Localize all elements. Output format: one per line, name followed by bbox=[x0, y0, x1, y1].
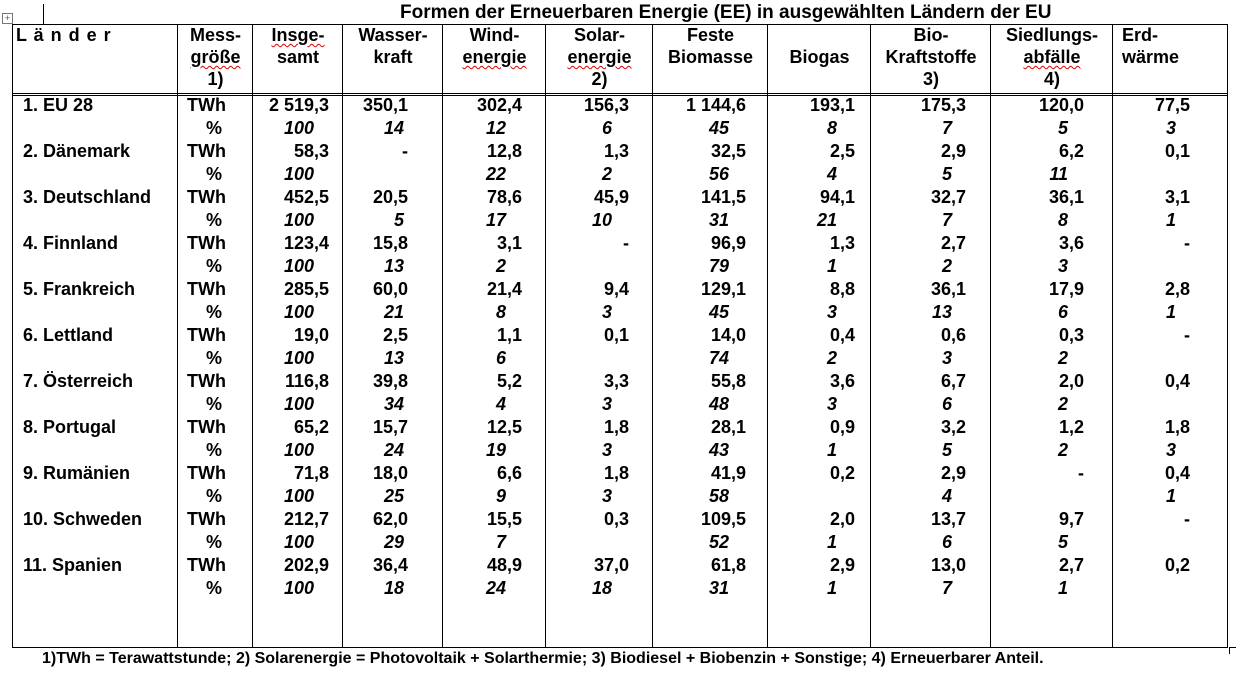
cell-pct-siedlungsabfaelle: 1 bbox=[1057, 578, 1068, 598]
cell-twh-biogas: 0,9 bbox=[829, 417, 855, 437]
cell-pct-siedlungsabfaelle: 2 bbox=[1057, 348, 1068, 368]
cell-pct-feste-biomasse: 43 bbox=[708, 440, 729, 460]
cell-pct-windenergie: 19 bbox=[485, 440, 506, 460]
cell-pct-biogas: 4 bbox=[826, 164, 837, 184]
cell-pct-biogas: 3 bbox=[826, 302, 837, 322]
cell-twh-feste-biomasse: 1 144,6 bbox=[685, 95, 746, 115]
cell-twh-insgesamt: 123,4 bbox=[283, 233, 329, 253]
cell-pct-windenergie: 7 bbox=[495, 532, 506, 552]
cell-twh-insgesamt: 71,8 bbox=[293, 463, 329, 483]
header-feste-biomasse: Feste Biomasse bbox=[667, 25, 754, 67]
cell-pct-windenergie: 8 bbox=[495, 302, 506, 322]
row-unit-twh: TWh bbox=[187, 187, 226, 207]
cell-pct-siedlungsabfaelle: 2 bbox=[1057, 394, 1068, 414]
cell-twh-wasserkraft: 15,7 bbox=[372, 417, 408, 437]
header-laender: L ä n d e r bbox=[16, 25, 112, 45]
cell-twh-biokraftstoffe: 13,0 bbox=[930, 555, 966, 575]
row-unit-pct: % bbox=[206, 302, 223, 322]
text-cursor bbox=[43, 4, 44, 25]
cell-pct-insgesamt: 100 bbox=[283, 394, 314, 414]
cell-pct-insgesamt: 100 bbox=[283, 256, 314, 276]
cell-twh-feste-biomasse: 141,5 bbox=[700, 187, 746, 207]
cell-pct-insgesamt: 100 bbox=[283, 440, 314, 460]
cell-pct-wasserkraft: 13 bbox=[383, 348, 404, 368]
cell-pct-windenergie: 6 bbox=[495, 348, 506, 368]
row-unit-twh: TWh bbox=[187, 279, 226, 299]
row-unit-pct: % bbox=[206, 440, 223, 460]
cell-pct-insgesamt: 100 bbox=[283, 348, 314, 368]
cell-twh-biogas: 1,3 bbox=[829, 233, 855, 253]
cell-pct-wasserkraft: 24 bbox=[383, 440, 404, 460]
cell-pct-feste-biomasse: 52 bbox=[708, 532, 729, 552]
cell-twh-feste-biomasse: 14,0 bbox=[710, 325, 746, 345]
cell-pct-solarenergie: 10 bbox=[591, 210, 612, 230]
row-country-name: 8. Portugal bbox=[23, 417, 117, 437]
cell-twh-wasserkraft: 15,8 bbox=[372, 233, 408, 253]
cell-twh-biogas: 3,6 bbox=[829, 371, 855, 391]
cell-pct-solarenergie: 3 bbox=[601, 302, 612, 322]
cell-pct-solarenergie: 6 bbox=[601, 118, 612, 138]
cell-twh-solarenergie: 9,4 bbox=[603, 279, 629, 299]
cell-twh-siedlungsabfaelle: 9,7 bbox=[1058, 509, 1084, 529]
row-country-name: 6. Lettland bbox=[23, 325, 114, 345]
grid-bottom-line bbox=[12, 647, 1228, 648]
cell-twh-biokraftstoffe: 13,7 bbox=[930, 509, 966, 529]
cell-twh-biogas: 193,1 bbox=[809, 95, 855, 115]
cell-pct-biogas: 1 bbox=[826, 256, 837, 276]
cell-twh-biogas: 2,9 bbox=[829, 555, 855, 575]
cell-twh-siedlungsabfaelle: 1,2 bbox=[1058, 417, 1084, 437]
cell-twh-windenergie: 12,8 bbox=[486, 141, 522, 161]
cell-pct-windenergie: 4 bbox=[495, 394, 506, 414]
header-windenergie: Wind- energie bbox=[462, 25, 527, 67]
header-insgesamt: Insge- samt bbox=[271, 25, 325, 67]
cell-pct-windenergie: 12 bbox=[485, 118, 506, 138]
cell-pct-insgesamt: 100 bbox=[283, 164, 314, 184]
cell-pct-feste-biomasse: 31 bbox=[708, 210, 729, 230]
cell-twh-solarenergie: 37,0 bbox=[593, 555, 629, 575]
cell-twh-biogas: 2,0 bbox=[829, 509, 855, 529]
row-country-name: 11. Spanien bbox=[23, 555, 123, 575]
cell-twh-siedlungsabfaelle: 17,9 bbox=[1048, 279, 1084, 299]
cell-pct-solarenergie: 2 bbox=[601, 164, 612, 184]
cell-pct-feste-biomasse: 79 bbox=[708, 256, 729, 276]
header-biogas: Biogas bbox=[789, 47, 850, 67]
cell-twh-erdwaerme: 0,2 bbox=[1164, 555, 1190, 575]
row-unit-pct: % bbox=[206, 394, 223, 414]
cell-pct-biokraftstoffe: 2 bbox=[941, 256, 952, 276]
cell-pct-wasserkraft: 29 bbox=[383, 532, 404, 552]
cell-pct-biogas: 8 bbox=[826, 118, 837, 138]
cell-twh-windenergie: 15,5 bbox=[486, 509, 522, 529]
row-unit-pct: % bbox=[206, 118, 223, 138]
cell-pct-windenergie: 17 bbox=[485, 210, 506, 230]
cell-twh-feste-biomasse: 28,1 bbox=[710, 417, 746, 437]
cell-pct-insgesamt: 100 bbox=[283, 118, 314, 138]
cell-pct-erdwaerme: 1 bbox=[1165, 302, 1176, 322]
cell-twh-solarenergie: 3,3 bbox=[603, 371, 629, 391]
cell-pct-wasserkraft: 5 bbox=[393, 210, 404, 230]
cell-pct-erdwaerme: 3 bbox=[1165, 440, 1176, 460]
cell-twh-windenergie: 78,6 bbox=[486, 187, 522, 207]
cell-twh-solarenergie: 45,9 bbox=[593, 187, 629, 207]
cell-pct-solarenergie: 18 bbox=[591, 578, 612, 598]
header-messgroesse: Mess- größe 1) bbox=[189, 25, 242, 89]
cell-twh-windenergie: 48,9 bbox=[486, 555, 522, 575]
cell-pct-solarenergie: 3 bbox=[601, 440, 612, 460]
cell-twh-wasserkraft: 39,8 bbox=[372, 371, 408, 391]
row-unit-twh: TWh bbox=[187, 325, 226, 345]
cell-pct-wasserkraft: 25 bbox=[383, 486, 404, 506]
row-unit-twh: TWh bbox=[187, 233, 226, 253]
cell-pct-wasserkraft: 21 bbox=[383, 302, 404, 322]
cell-twh-biokraftstoffe: 6,7 bbox=[940, 371, 966, 391]
row-country-name: 10. Schweden bbox=[23, 509, 143, 529]
row-country-name: 7. Österreich bbox=[23, 371, 134, 391]
cell-twh-biogas: 0,2 bbox=[829, 463, 855, 483]
cell-twh-biokraftstoffe: 3,2 bbox=[940, 417, 966, 437]
cell-twh-biokraftstoffe: 2,9 bbox=[940, 141, 966, 161]
cell-pct-biogas: 1 bbox=[826, 440, 837, 460]
row-unit-twh: TWh bbox=[187, 555, 226, 575]
col-line-11 bbox=[1227, 24, 1228, 648]
cell-twh-siedlungsabfaelle: 2,7 bbox=[1058, 555, 1084, 575]
cell-twh-feste-biomasse: 61,8 bbox=[710, 555, 746, 575]
cell-twh-insgesamt: 116,8 bbox=[284, 371, 329, 391]
footnote: 1)TWh = Terawattstunde; 2) Solarenergie = Photovoltaik + Solarthermie; 3) Biodiesel + Biobenzin + Sonstige; 4) Erneuerbarer Anteil. bbox=[42, 650, 1044, 667]
cell-twh-insgesamt: 19,0 bbox=[293, 325, 329, 345]
cell-pct-biogas: 1 bbox=[826, 578, 837, 598]
cell-twh-insgesamt: 2 519,3 bbox=[268, 95, 329, 115]
cell-pct-feste-biomasse: 31 bbox=[708, 578, 729, 598]
cell-twh-erdwaerme: 3,1 bbox=[1164, 187, 1190, 207]
row-country-name: 3. Deutschland bbox=[23, 187, 152, 207]
cell-pct-insgesamt: 100 bbox=[283, 210, 314, 230]
cell-twh-windenergie: 12,5 bbox=[486, 417, 522, 437]
row-unit-twh: TWh bbox=[187, 463, 226, 483]
row-unit-pct: % bbox=[206, 256, 223, 276]
table-end-mark bbox=[1229, 647, 1236, 654]
cell-pct-insgesamt: 100 bbox=[283, 486, 314, 506]
cell-twh-feste-biomasse: 109,5 bbox=[700, 509, 746, 529]
cell-pct-feste-biomasse: 45 bbox=[708, 302, 729, 322]
header-biokraftstoffe: Bio- Kraftstoffe 3) bbox=[885, 25, 977, 89]
cell-twh-biogas: 94,1 bbox=[819, 187, 855, 207]
cell-twh-insgesamt: 202,9 bbox=[283, 555, 329, 575]
cell-pct-insgesamt: 100 bbox=[283, 578, 314, 598]
header-solarenergie: Solar- energie 2) bbox=[567, 25, 632, 89]
cell-pct-wasserkraft: 14 bbox=[383, 118, 404, 138]
cell-pct-biogas: 2 bbox=[826, 348, 837, 368]
row-unit-pct: % bbox=[206, 164, 223, 184]
cell-twh-siedlungsabfaelle: 120,0 bbox=[1038, 95, 1084, 115]
cell-pct-biogas: 1 bbox=[826, 532, 837, 552]
cell-pct-biokraftstoffe: 4 bbox=[941, 486, 952, 506]
cell-pct-insgesamt: 100 bbox=[283, 532, 314, 552]
cell-twh-windenergie: 6,6 bbox=[496, 463, 522, 483]
cell-twh-biogas: 2,5 bbox=[829, 141, 855, 161]
cell-twh-wasserkraft: 18,0 bbox=[372, 463, 408, 483]
row-country-name: 9. Rumänien bbox=[23, 463, 131, 483]
row-unit-pct: % bbox=[206, 532, 223, 552]
row-unit-pct: % bbox=[206, 210, 223, 230]
row-unit-pct: % bbox=[206, 348, 223, 368]
cell-pct-biokraftstoffe: 7 bbox=[941, 118, 952, 138]
cell-twh-erdwaerme: 77,5 bbox=[1154, 95, 1190, 115]
cell-twh-insgesamt: 212,7 bbox=[283, 509, 329, 529]
cell-pct-biokraftstoffe: 3 bbox=[941, 348, 952, 368]
cell-pct-windenergie: 24 bbox=[485, 578, 506, 598]
cell-twh-erdwaerme: - bbox=[1184, 233, 1190, 253]
cell-pct-biokraftstoffe: 7 bbox=[941, 578, 952, 598]
row-country-name: 5. Frankreich bbox=[23, 279, 136, 299]
cell-twh-solarenergie: - bbox=[623, 233, 629, 253]
cell-twh-windenergie: 302,4 bbox=[476, 95, 522, 115]
cell-twh-erdwaerme: 2,8 bbox=[1164, 279, 1190, 299]
cell-twh-insgesamt: 65,2 bbox=[293, 417, 329, 437]
cell-twh-wasserkraft: 2,5 bbox=[382, 325, 408, 345]
cell-twh-insgesamt: 452,5 bbox=[283, 187, 329, 207]
cell-twh-biogas: 8,8 bbox=[829, 279, 855, 299]
row-unit-twh: TWh bbox=[187, 509, 226, 529]
cell-twh-feste-biomasse: 32,5 bbox=[710, 141, 746, 161]
cell-twh-windenergie: 3,1 bbox=[496, 233, 522, 253]
cell-twh-solarenergie: 1,8 bbox=[603, 463, 629, 483]
cell-pct-siedlungsabfaelle: 5 bbox=[1057, 118, 1068, 138]
cell-pct-siedlungsabfaelle: 6 bbox=[1057, 302, 1068, 322]
cell-twh-solarenergie: 1,8 bbox=[603, 417, 629, 437]
cell-pct-wasserkraft: 34 bbox=[383, 394, 404, 414]
cell-twh-insgesamt: 285,5 bbox=[283, 279, 329, 299]
cell-pct-siedlungsabfaelle: 2 bbox=[1057, 440, 1068, 460]
cell-pct-biogas: 21 bbox=[816, 210, 837, 230]
cell-twh-wasserkraft: 350,1 bbox=[362, 95, 408, 115]
cell-pct-insgesamt: 100 bbox=[283, 302, 314, 322]
col-line-0 bbox=[12, 24, 13, 648]
cell-twh-biokraftstoffe: 175,3 bbox=[920, 95, 966, 115]
cell-twh-wasserkraft: 62,0 bbox=[372, 509, 408, 529]
cell-twh-solarenergie: 1,3 bbox=[603, 141, 629, 161]
header-siedlungsabfaelle: Siedlungs- abfälle 4) bbox=[1005, 25, 1098, 89]
cell-twh-wasserkraft: 20,5 bbox=[372, 187, 408, 207]
table-move-handle-icon[interactable]: + bbox=[2, 13, 13, 24]
cell-pct-biokraftstoffe: 7 bbox=[941, 210, 952, 230]
cell-twh-siedlungsabfaelle: 6,2 bbox=[1058, 141, 1084, 161]
cell-twh-wasserkraft: 36,4 bbox=[372, 555, 408, 575]
cell-twh-solarenergie: 0,3 bbox=[603, 509, 629, 529]
row-unit-pct: % bbox=[206, 486, 223, 506]
row-unit-pct: % bbox=[206, 578, 223, 598]
cell-pct-biokraftstoffe: 5 bbox=[941, 440, 952, 460]
cell-pct-feste-biomasse: 48 bbox=[708, 394, 729, 414]
cell-twh-wasserkraft: 60,0 bbox=[372, 279, 408, 299]
cell-pct-siedlungsabfaelle: 11 bbox=[1049, 164, 1068, 184]
page-title: Formen der Erneuerbaren Energie (EE) in ausgewählten Ländern der EU bbox=[400, 2, 1052, 23]
header-wasserkraft: Wasser- kraft bbox=[358, 25, 428, 67]
cell-twh-feste-biomasse: 129,1 bbox=[700, 279, 746, 299]
cell-twh-erdwaerme: 0,4 bbox=[1164, 371, 1190, 391]
cell-twh-windenergie: 5,2 bbox=[496, 371, 522, 391]
cell-twh-siedlungsabfaelle: 2,0 bbox=[1058, 371, 1084, 391]
cell-twh-feste-biomasse: 41,9 bbox=[710, 463, 746, 483]
cell-pct-windenergie: 22 bbox=[485, 164, 506, 184]
cell-pct-biokraftstoffe: 13 bbox=[931, 302, 952, 322]
cell-twh-solarenergie: 0,1 bbox=[603, 325, 629, 345]
row-country-name: 4. Finnland bbox=[23, 233, 119, 253]
cell-pct-siedlungsabfaelle: 3 bbox=[1057, 256, 1068, 276]
cell-twh-biokraftstoffe: 32,7 bbox=[930, 187, 966, 207]
cell-pct-feste-biomasse: 74 bbox=[708, 348, 729, 368]
cell-twh-erdwaerme: 0,1 bbox=[1164, 141, 1190, 161]
cell-pct-siedlungsabfaelle: 5 bbox=[1057, 532, 1068, 552]
cell-twh-feste-biomasse: 55,8 bbox=[710, 371, 746, 391]
cell-twh-erdwaerme: - bbox=[1184, 509, 1190, 529]
cell-twh-siedlungsabfaelle: 36,1 bbox=[1048, 187, 1084, 207]
cell-pct-biokraftstoffe: 5 bbox=[941, 164, 952, 184]
cell-twh-solarenergie: 156,3 bbox=[583, 95, 629, 115]
cell-pct-feste-biomasse: 56 bbox=[708, 164, 729, 184]
row-country-name: 1. EU 28 bbox=[23, 95, 94, 115]
cell-twh-siedlungsabfaelle: - bbox=[1078, 463, 1084, 483]
cell-pct-windenergie: 9 bbox=[495, 486, 506, 506]
cell-pct-erdwaerme: 1 bbox=[1165, 210, 1176, 230]
cell-pct-erdwaerme: 1 bbox=[1165, 486, 1176, 506]
cell-twh-windenergie: 1,1 bbox=[496, 325, 522, 345]
cell-twh-siedlungsabfaelle: 0,3 bbox=[1058, 325, 1084, 345]
cell-pct-wasserkraft: 18 bbox=[383, 578, 404, 598]
cell-twh-feste-biomasse: 96,9 bbox=[710, 233, 746, 253]
cell-twh-insgesamt: 58,3 bbox=[293, 141, 329, 161]
row-unit-twh: TWh bbox=[187, 371, 226, 391]
cell-twh-siedlungsabfaelle: 3,6 bbox=[1058, 233, 1084, 253]
cell-twh-biokraftstoffe: 2,9 bbox=[940, 463, 966, 483]
cell-twh-erdwaerme: - bbox=[1184, 325, 1190, 345]
cell-pct-windenergie: 2 bbox=[495, 256, 506, 276]
cell-pct-feste-biomasse: 58 bbox=[708, 486, 729, 506]
cell-twh-erdwaerme: 1,8 bbox=[1164, 417, 1190, 437]
row-unit-twh: TWh bbox=[187, 95, 226, 115]
row-unit-twh: TWh bbox=[187, 417, 226, 437]
row-country-name: 2. Dänemark bbox=[23, 141, 131, 161]
cell-twh-biokraftstoffe: 0,6 bbox=[940, 325, 966, 345]
cell-pct-feste-biomasse: 45 bbox=[708, 118, 729, 138]
cell-twh-wasserkraft: - bbox=[402, 141, 408, 161]
cell-pct-wasserkraft: 13 bbox=[383, 256, 404, 276]
cell-pct-biokraftstoffe: 6 bbox=[941, 394, 952, 414]
cell-pct-solarenergie: 3 bbox=[601, 394, 612, 414]
cell-pct-siedlungsabfaelle: 8 bbox=[1057, 210, 1068, 230]
cell-pct-solarenergie: 3 bbox=[601, 486, 612, 506]
header-erdwaerme: Erd- wärme bbox=[1122, 25, 1180, 67]
cell-pct-biogas: 3 bbox=[826, 394, 837, 414]
row-unit-twh: TWh bbox=[187, 141, 226, 161]
cell-twh-erdwaerme: 0,4 bbox=[1164, 463, 1190, 483]
cell-twh-biokraftstoffe: 36,1 bbox=[930, 279, 966, 299]
cell-twh-windenergie: 21,4 bbox=[486, 279, 522, 299]
cell-pct-erdwaerme: 3 bbox=[1165, 118, 1176, 138]
cell-twh-biokraftstoffe: 2,7 bbox=[940, 233, 966, 253]
cell-twh-biogas: 0,4 bbox=[829, 325, 855, 345]
cell-pct-biokraftstoffe: 6 bbox=[941, 532, 952, 552]
